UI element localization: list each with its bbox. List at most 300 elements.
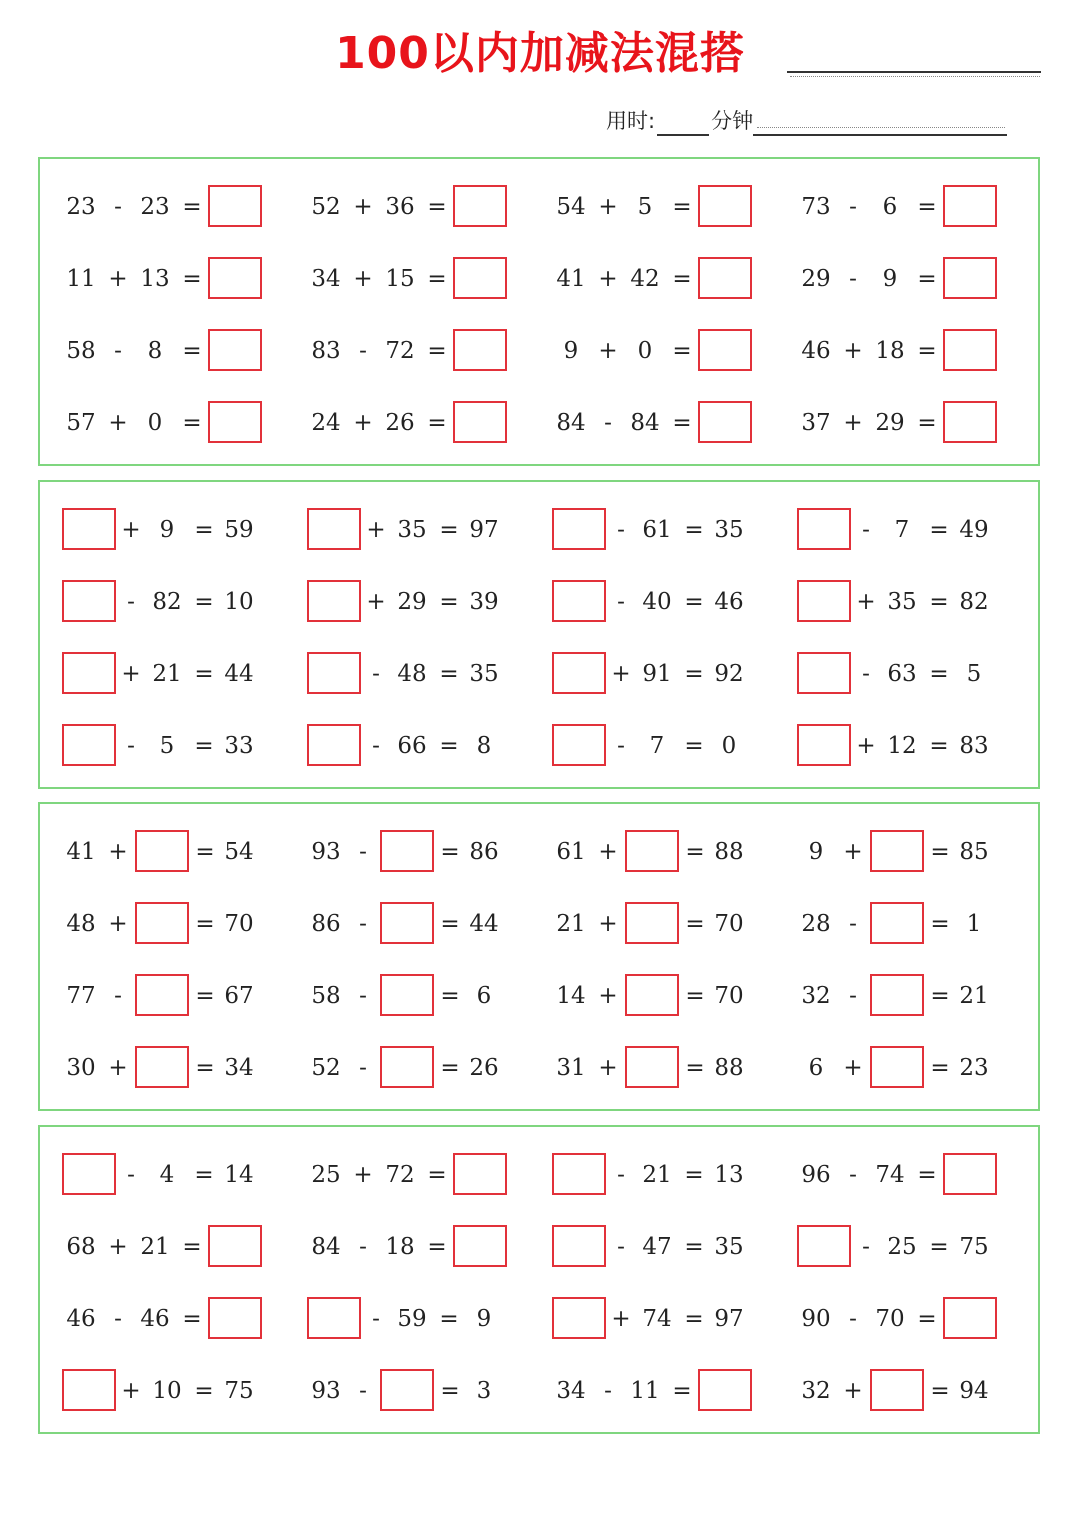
answer-box[interactable]: [380, 902, 434, 944]
operator: +: [598, 338, 618, 364]
answer-box[interactable]: [62, 652, 116, 694]
problem: [795, 1297, 1035, 1341]
operator: +: [843, 338, 863, 364]
answer-box[interactable]: [307, 652, 361, 694]
result: 54: [224, 839, 254, 865]
answer-box[interactable]: [943, 401, 997, 443]
problem-section: [38, 802, 1040, 1111]
operand: 40: [642, 589, 672, 615]
operand: 35: [887, 589, 917, 615]
operator: +: [353, 410, 373, 436]
operator: -: [359, 1378, 367, 1404]
operand: 29: [397, 589, 427, 615]
answer-box[interactable]: [380, 830, 434, 872]
problem: [60, 1297, 300, 1341]
equals-sign: =: [672, 266, 692, 292]
operator: +: [843, 410, 863, 436]
problem-row: [40, 830, 1038, 874]
equals-sign: =: [672, 410, 692, 436]
equals-sign: =: [440, 1378, 460, 1404]
answer-box[interactable]: [797, 508, 851, 550]
answer-box[interactable]: [307, 724, 361, 766]
equals-sign: =: [427, 410, 447, 436]
problem-row: [40, 1297, 1038, 1341]
problem-section: [38, 157, 1040, 466]
answer-box[interactable]: [453, 1225, 507, 1267]
operator: -: [862, 661, 870, 687]
result: 8: [476, 733, 492, 759]
operand: 13: [140, 266, 170, 292]
problem-row: [40, 1046, 1038, 1090]
equals-sign: =: [685, 983, 705, 1009]
operator: +: [598, 839, 618, 865]
answer-box[interactable]: [62, 1369, 116, 1411]
operand: 23: [66, 194, 96, 220]
operand: 72: [385, 338, 415, 364]
operator: -: [359, 911, 367, 937]
problem: [550, 1225, 790, 1269]
problem: [795, 185, 1035, 229]
answer-box[interactable]: [552, 1153, 606, 1195]
operator: +: [598, 1055, 618, 1081]
operand: 11: [630, 1378, 660, 1404]
result: 46: [714, 589, 744, 615]
problem: [305, 1046, 545, 1090]
operand: 46: [66, 1306, 96, 1332]
operator: -: [372, 1306, 380, 1332]
operator: +: [121, 1378, 141, 1404]
equals-sign: =: [194, 661, 214, 687]
problem-row: [40, 508, 1038, 552]
equals-sign: =: [917, 1306, 937, 1332]
operand: 29: [875, 410, 905, 436]
problem: [60, 902, 300, 946]
operator: +: [598, 983, 618, 1009]
problem-row: [40, 185, 1038, 229]
problem: [305, 185, 545, 229]
problem: [60, 257, 300, 301]
result: 21: [959, 983, 989, 1009]
answer-box[interactable]: [625, 830, 679, 872]
equals-sign: =: [182, 410, 202, 436]
result: 5: [966, 661, 982, 687]
answer-box[interactable]: [870, 1046, 924, 1088]
equals-sign: =: [930, 983, 950, 1009]
answer-box[interactable]: [380, 1369, 434, 1411]
problem: [60, 974, 300, 1018]
operand: 23: [140, 194, 170, 220]
answer-box[interactable]: [208, 401, 262, 443]
operator: -: [359, 338, 367, 364]
answer-box[interactable]: [698, 257, 752, 299]
operator: -: [604, 410, 612, 436]
operator: +: [121, 661, 141, 687]
equals-sign: =: [930, 1055, 950, 1081]
answer-box[interactable]: [62, 508, 116, 550]
problem: [550, 401, 790, 445]
equals-sign: =: [439, 661, 459, 687]
result: 9: [476, 1306, 492, 1332]
result: 34: [224, 1055, 254, 1081]
equals-sign: =: [684, 1162, 704, 1188]
result: 59: [224, 517, 254, 543]
equals-sign: =: [672, 1378, 692, 1404]
answer-box[interactable]: [797, 724, 851, 766]
operand: 96: [801, 1162, 831, 1188]
operand: 83: [311, 338, 341, 364]
operand: 91: [642, 661, 672, 687]
problem: [550, 974, 790, 1018]
answer-box[interactable]: [870, 830, 924, 872]
operator: +: [598, 266, 618, 292]
operator: +: [843, 1055, 863, 1081]
problem-row: [40, 974, 1038, 1018]
result: 44: [224, 661, 254, 687]
answer-box[interactable]: [797, 652, 851, 694]
answer-box[interactable]: [870, 902, 924, 944]
equals-sign: =: [930, 1378, 950, 1404]
equals-sign: =: [427, 194, 447, 220]
answer-box[interactable]: [698, 185, 752, 227]
answer-box[interactable]: [698, 1369, 752, 1411]
answer-box[interactable]: [870, 1369, 924, 1411]
equals-sign: =: [439, 589, 459, 615]
equals-sign: =: [929, 733, 949, 759]
operand: 84: [630, 410, 660, 436]
equals-sign: =: [917, 194, 937, 220]
result: 92: [714, 661, 744, 687]
operand: 21: [140, 1234, 170, 1260]
operand: 18: [875, 338, 905, 364]
equals-sign: =: [427, 266, 447, 292]
operand: 61: [642, 517, 672, 543]
equals-sign: =: [182, 1234, 202, 1260]
answer-box[interactable]: [135, 1046, 189, 1088]
answer-box[interactable]: [943, 185, 997, 227]
operand: 74: [875, 1162, 905, 1188]
problem: [795, 508, 1035, 552]
problem: [60, 1046, 300, 1090]
answer-box[interactable]: [208, 1225, 262, 1267]
problem: [305, 1153, 545, 1197]
problem: [795, 830, 1035, 874]
answer-box[interactable]: [208, 1297, 262, 1339]
problem-row: [40, 257, 1038, 301]
operator: -: [862, 517, 870, 543]
problem: [795, 1046, 1035, 1090]
problem-section: [38, 1125, 1040, 1434]
problem: [60, 724, 300, 768]
problem: [795, 329, 1035, 373]
operand: 21: [642, 1162, 672, 1188]
operator: +: [611, 661, 631, 687]
problem: [60, 1153, 300, 1197]
answer-box[interactable]: [625, 1046, 679, 1088]
equals-sign: =: [182, 194, 202, 220]
problem-row: [40, 1153, 1038, 1197]
equals-sign: =: [194, 1162, 214, 1188]
equals-sign: =: [685, 911, 705, 937]
equals-sign: =: [917, 410, 937, 436]
problem: [550, 1297, 790, 1341]
equals-sign: =: [194, 517, 214, 543]
operand: 15: [385, 266, 415, 292]
problem: [60, 652, 300, 696]
answer-box[interactable]: [698, 401, 752, 443]
equals-sign: =: [685, 1055, 705, 1081]
answer-box[interactable]: [208, 185, 262, 227]
result: 3: [476, 1378, 492, 1404]
result: 86: [469, 839, 499, 865]
problem: [550, 1153, 790, 1197]
problem: [550, 580, 790, 624]
result: 44: [469, 911, 499, 937]
problem: [60, 1369, 300, 1413]
equals-sign: =: [194, 589, 214, 615]
operator: -: [359, 839, 367, 865]
answer-box[interactable]: [208, 257, 262, 299]
result: 35: [714, 517, 744, 543]
operator: -: [849, 911, 857, 937]
problem: [795, 724, 1035, 768]
problem: [60, 580, 300, 624]
operand: 61: [556, 839, 586, 865]
operand: 35: [397, 517, 427, 543]
operand: 9: [882, 266, 898, 292]
operand: 86: [311, 911, 341, 937]
problem: [550, 724, 790, 768]
operator: -: [862, 1234, 870, 1260]
result: 94: [959, 1378, 989, 1404]
operand: 84: [556, 410, 586, 436]
result: 26: [469, 1055, 499, 1081]
equals-sign: =: [672, 194, 692, 220]
answer-box[interactable]: [135, 974, 189, 1016]
problem: [305, 580, 545, 624]
operator: +: [598, 194, 618, 220]
answer-box[interactable]: [625, 974, 679, 1016]
result: 23: [959, 1055, 989, 1081]
problem: [305, 974, 545, 1018]
equals-sign: =: [917, 338, 937, 364]
operator: +: [121, 517, 141, 543]
operand: 21: [152, 661, 182, 687]
result: 70: [224, 911, 254, 937]
operand: 6: [882, 194, 898, 220]
equals-sign: =: [439, 733, 459, 759]
equals-sign: =: [440, 911, 460, 937]
answer-box[interactable]: [552, 652, 606, 694]
operator: -: [617, 733, 625, 759]
operand: 48: [66, 911, 96, 937]
operand: 93: [311, 839, 341, 865]
operand: 34: [311, 266, 341, 292]
operand: 47: [642, 1234, 672, 1260]
answer-box[interactable]: [943, 1297, 997, 1339]
operator: +: [108, 410, 128, 436]
result: 35: [469, 661, 499, 687]
operator: -: [617, 517, 625, 543]
operand: 58: [311, 983, 341, 1009]
equals-sign: =: [685, 839, 705, 865]
answer-box[interactable]: [453, 185, 507, 227]
equals-sign: =: [195, 911, 215, 937]
operator: -: [359, 1234, 367, 1260]
signature-line[interactable]: [753, 110, 1007, 136]
answer-box[interactable]: [870, 974, 924, 1016]
equals-sign: =: [684, 1234, 704, 1260]
answer-box[interactable]: [307, 508, 361, 550]
operand: 18: [385, 1234, 415, 1260]
operand: 41: [66, 839, 96, 865]
operand: 8: [147, 338, 163, 364]
operand: 31: [556, 1055, 586, 1081]
answer-box[interactable]: [307, 580, 361, 622]
operand: 5: [637, 194, 653, 220]
name-dotted-guide: [790, 76, 1040, 77]
answer-box[interactable]: [552, 508, 606, 550]
answer-box[interactable]: [943, 257, 997, 299]
result: 67: [224, 983, 254, 1009]
equals-sign: =: [684, 517, 704, 543]
result: 49: [959, 517, 989, 543]
equals-sign: =: [684, 661, 704, 687]
result: 10: [224, 589, 254, 615]
problem: [795, 974, 1035, 1018]
problem: [60, 329, 300, 373]
operand: 28: [801, 911, 831, 937]
problem: [795, 652, 1035, 696]
equals-sign: =: [195, 1055, 215, 1081]
answer-box[interactable]: [453, 401, 507, 443]
operand: 68: [66, 1234, 96, 1260]
answer-box[interactable]: [797, 1225, 851, 1267]
operator: -: [617, 1234, 625, 1260]
operand: 9: [808, 839, 824, 865]
operand: 42: [630, 266, 660, 292]
answer-box[interactable]: [552, 724, 606, 766]
result: 88: [714, 1055, 744, 1081]
answer-box[interactable]: [943, 329, 997, 371]
answer-box[interactable]: [625, 902, 679, 944]
answer-box[interactable]: [380, 974, 434, 1016]
result: 13: [714, 1162, 744, 1188]
answer-box[interactable]: [943, 1153, 997, 1195]
problem: [60, 1225, 300, 1269]
problem: [550, 185, 790, 229]
time-minutes-blank[interactable]: [657, 110, 709, 136]
operator: +: [353, 266, 373, 292]
answer-box[interactable]: [797, 580, 851, 622]
answer-box[interactable]: [62, 580, 116, 622]
problem: [60, 401, 300, 445]
operator: +: [108, 266, 128, 292]
answer-box[interactable]: [62, 1153, 116, 1195]
answer-box[interactable]: [135, 902, 189, 944]
equals-sign: =: [182, 266, 202, 292]
answer-box[interactable]: [307, 1297, 361, 1339]
operand: 70: [875, 1306, 905, 1332]
problem: [305, 508, 545, 552]
answer-box[interactable]: [208, 329, 262, 371]
answer-box[interactable]: [552, 1225, 606, 1267]
operator: -: [127, 589, 135, 615]
equals-sign: =: [439, 1306, 459, 1332]
operand: 7: [649, 733, 665, 759]
equals-sign: =: [195, 983, 215, 1009]
operator: +: [353, 194, 373, 220]
problem-row: [40, 902, 1038, 946]
operand: 63: [887, 661, 917, 687]
operand: 72: [385, 1162, 415, 1188]
problem: [795, 1225, 1035, 1269]
equals-sign: =: [440, 839, 460, 865]
operator: -: [604, 1378, 612, 1404]
answer-box[interactable]: [135, 830, 189, 872]
operator: -: [359, 983, 367, 1009]
answer-box[interactable]: [698, 329, 752, 371]
operator: -: [127, 733, 135, 759]
answer-box[interactable]: [552, 580, 606, 622]
problem: [305, 401, 545, 445]
operator: -: [617, 1162, 625, 1188]
problem: [550, 902, 790, 946]
answer-box[interactable]: [380, 1046, 434, 1088]
equals-sign: =: [182, 338, 202, 364]
operand: 0: [147, 410, 163, 436]
result: 88: [714, 839, 744, 865]
problem: [60, 185, 300, 229]
problem: [305, 257, 545, 301]
answer-box[interactable]: [453, 1153, 507, 1195]
equals-sign: =: [929, 1234, 949, 1260]
operator: +: [108, 1234, 128, 1260]
result: 33: [224, 733, 254, 759]
problem: [305, 1369, 545, 1413]
answer-box[interactable]: [453, 257, 507, 299]
problem: [60, 508, 300, 552]
name-line[interactable]: [787, 71, 1041, 73]
operator: +: [856, 733, 876, 759]
equals-sign: =: [440, 983, 460, 1009]
equals-sign: =: [929, 661, 949, 687]
operand: 93: [311, 1378, 341, 1404]
operator: -: [114, 338, 122, 364]
operand: 59: [397, 1306, 427, 1332]
problem: [60, 830, 300, 874]
equals-sign: =: [440, 1055, 460, 1081]
answer-box[interactable]: [62, 724, 116, 766]
operand: 37: [801, 410, 831, 436]
operand: 11: [66, 266, 96, 292]
equals-sign: =: [929, 517, 949, 543]
operand: 25: [887, 1234, 917, 1260]
operator: +: [108, 839, 128, 865]
answer-box[interactable]: [453, 329, 507, 371]
operand: 29: [801, 266, 831, 292]
result: 0: [721, 733, 737, 759]
operand: 73: [801, 194, 831, 220]
operator: -: [114, 1306, 122, 1332]
operand: 82: [152, 589, 182, 615]
answer-box[interactable]: [552, 1297, 606, 1339]
result: 97: [469, 517, 499, 543]
operand: 66: [397, 733, 427, 759]
result: 82: [959, 589, 989, 615]
operand: 90: [801, 1306, 831, 1332]
problem: [550, 257, 790, 301]
operator: -: [849, 1162, 857, 1188]
